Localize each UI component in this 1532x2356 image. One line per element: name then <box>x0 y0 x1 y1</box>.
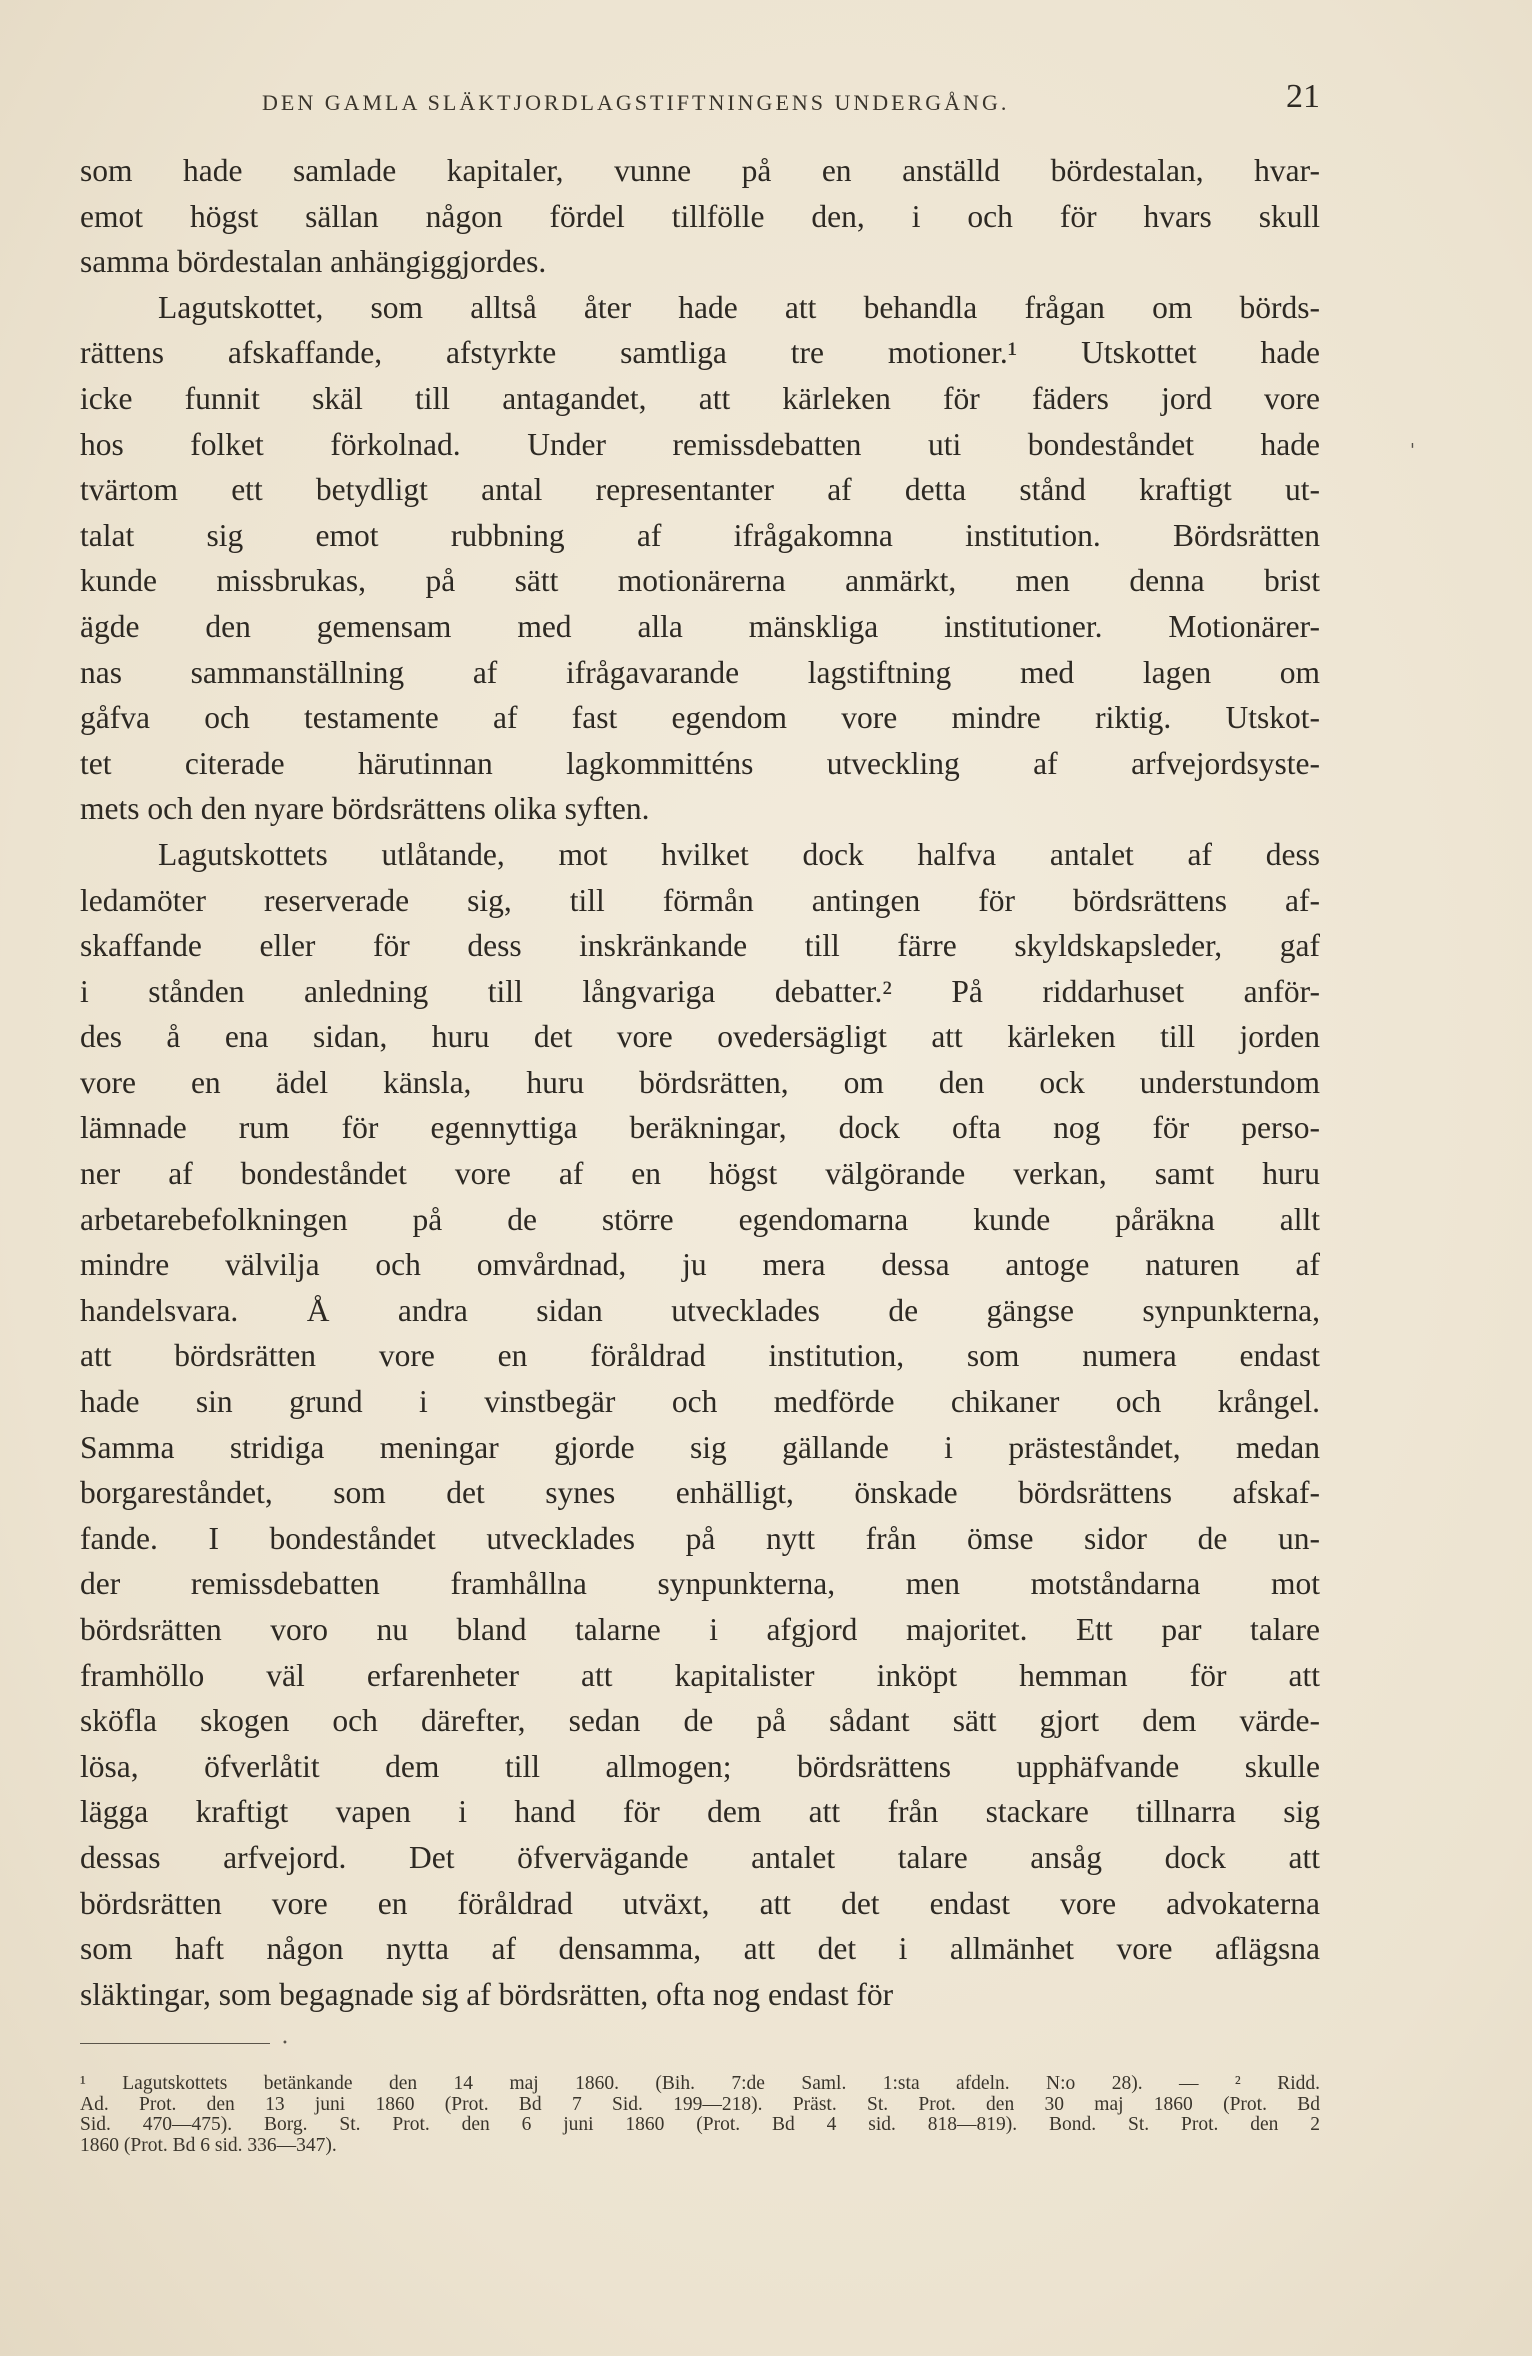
text-line: gåfva och testamente af fast egendom vore mindre riktig. Utskot- <box>80 700 1320 736</box>
text-line: vore en ädel känsla, huru bördsrätten, om den ock understundom <box>80 1064 1320 1100</box>
text-line: bördsrätten voro nu bland talarne i afgjord majoritet. Ett par talare <box>80 1612 1320 1647</box>
running-title: DEN GAMLA SLÄKTJORDLAGSTIFTNINGENS UNDERGÅNG. <box>262 90 1010 115</box>
text-line: arbetarebefolkningen på de större egendomarna kunde påräkna allt <box>80 1201 1320 1237</box>
footnote-line: ¹ Lagutskottets betänkande den 14 maj 1860. (Bih. 7:de Saml. 1:sta afdeln. N:o 28). — ² Ridd. <box>80 2073 1320 2094</box>
text-line: tvärtom ett betydligt antal representanter af detta stånd kraftigt ut- <box>80 472 1320 508</box>
footnote-rule <box>80 2043 270 2044</box>
text-line: rättens afskaffande, afstyrkte samtliga tre motioner.¹ Utskottet hade <box>80 335 1320 371</box>
body-text <box>80 148 1320 2017</box>
margin-mark: ' <box>1410 440 1415 461</box>
text-line: som haft någon nytta af densamma, att det i allmänhet vore aflägsna <box>80 1931 1320 1967</box>
text-line: Samma stridiga meningar gjorde sig gällande i prästeståndet, medan <box>80 1429 1320 1465</box>
text-line: der remissdebatten framhållna synpunkterna, men motståndarna mot <box>80 1566 1320 1602</box>
text-line: hos folket förkolnad. Under remissdebatten uti bondeståndet hade <box>80 426 1320 462</box>
text-line: bördsrätten vore en föråldrad utväxt, att det endast vore advokaterna <box>80 1885 1320 1921</box>
text-line: kunde missbrukas, på sätt motionärerna anmärkt, men denna brist <box>80 563 1320 599</box>
text-line: som hade samlade kapitaler, vunne på en anställd bördestalan, hvar- <box>80 153 1320 188</box>
text-line: dessas arfvejord. Det öfvervägande antalet talare ansåg dock att <box>80 1839 1320 1875</box>
text-line: Lagutskottet, som alltså åter hade att behandla frågan om börds- <box>158 289 1320 325</box>
text-line: framhöllo väl erfarenheter att kapitalister inköpt hemman för att <box>80 1657 1320 1693</box>
text-line: hade sin grund i vinstbegär och medförde chikaner och krångel. <box>80 1384 1320 1420</box>
page-header <box>262 78 1320 118</box>
text-line: lösa, öfverlåtit dem till allmogen; bördsrättens upphäfvande skulle <box>80 1748 1320 1784</box>
text-line: mindre välvilja och omvårdnad, ju mera dessa antoge naturen af <box>80 1247 1320 1283</box>
footnote-line: 1860 (Prot. Bd 6 sid. 336—347). <box>80 2134 337 2156</box>
text-line: handelsvara. Å andra sidan utvecklades de gängse synpunkterna, <box>80 1292 1320 1328</box>
text-line: nas sammanställning af ifrågavarande lagstiftning med lagen om <box>80 654 1320 690</box>
text-line: borgareståndet, som det synes enhälligt, önskade bördsrättens afskaf- <box>80 1475 1320 1511</box>
text-line: i stånden anledning till långvariga debatter.² På riddarhuset anför- <box>80 973 1320 1009</box>
text-line: tet citerade härutinnan lagkommitténs utveckling af arfvejordsyste- <box>80 745 1320 781</box>
text-line: samma bördestalan anhängiggjordes. <box>80 244 547 280</box>
text-line: des å ena sidan, huru det vore ovedersägligt att kärleken till jorden <box>80 1019 1320 1055</box>
page-number: 21 <box>1286 78 1320 115</box>
footnote-line: Sid. 470—475). Borg. St. Prot. den 6 juni 1860 (Prot. Bd 4 sid. 818—819). Bond. St. Prot. den 2 <box>80 2114 1320 2135</box>
text-line: lägga kraftigt vapen i hand för dem att från stackare tillnarra sig <box>80 1794 1320 1830</box>
text-line: icke funnit skäl till antagandet, att kärleken för fäders jord vore <box>80 380 1320 416</box>
text-line: ägde den gemensam med alla mänskliga institutioner. Motionärer- <box>80 608 1320 644</box>
footnotes <box>80 2074 1320 2156</box>
text-line: Lagutskottets utlåtande, mot hvilket dock halfva antalet af dess <box>158 836 1320 872</box>
text-line: lämnade rum för egennyttiga beräkningar, dock ofta nog för perso- <box>80 1110 1320 1146</box>
text-line: mets och den nyare bördsrättens olika syften. <box>80 791 650 827</box>
text-line: ner af bondeståndet vore af en högst välgörande verkan, samt huru <box>80 1156 1320 1192</box>
footnote-rule-dot: • <box>282 2038 288 2049</box>
text-line: skaffande eller för dess inskränkande till färre skyldskapsleder, gaf <box>80 928 1320 964</box>
text-line: släktingar, som begagnade sig af bördsrätten, ofta nog endast för <box>80 1976 894 2012</box>
text-line: talat sig emot rubbning af ifrågakomna institution. Bördsrätten <box>80 517 1320 553</box>
text-line: emot högst sällan någon fördel tillfölle den, i och för hvars skull <box>80 198 1320 234</box>
text-line: ledamöter reserverade sig, till förmån antingen för bördsrättens af- <box>80 882 1320 918</box>
text-line: fande. I bondeståndet utvecklades på nytt från ömse sidor de un- <box>80 1520 1320 1556</box>
text-line: att bördsrätten vore en föråldrad institution, som numera endast <box>80 1338 1320 1374</box>
footnote-line: Ad. Prot. den 13 juni 1860 (Prot. Bd 7 Sid. 199—218). Präst. St. Prot. den 30 maj 1860 (Prot. Bd <box>80 2093 1320 2115</box>
text-line: sköfla skogen och därefter, sedan de på sådant sätt gjort dem värde- <box>80 1703 1320 1739</box>
